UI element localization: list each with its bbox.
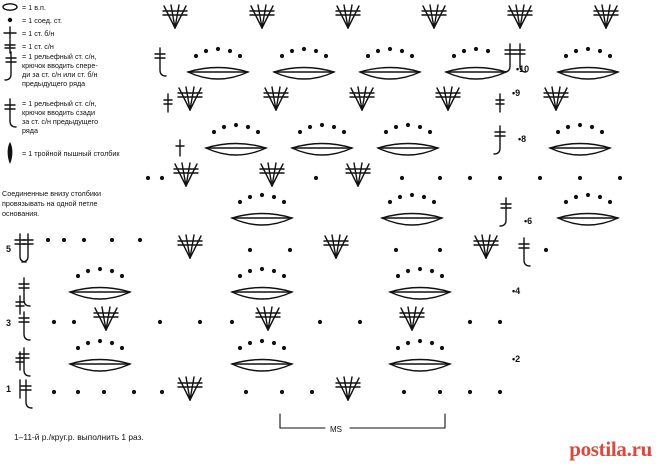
legend-label-dc: = 1 ст. с/н <box>22 42 54 51</box>
legend-symbol-slip <box>8 18 12 22</box>
chart-row-10 <box>155 44 618 79</box>
shell-group <box>232 339 292 371</box>
legend-label-chain: = 1 в.п. <box>22 3 46 12</box>
row-label-8: •8 <box>518 134 527 144</box>
legend-label-back-post-2: крючок вводить сзади <box>22 108 95 117</box>
row-label-9: •9 <box>512 88 521 98</box>
repeat-label: MS <box>330 425 342 434</box>
legend-symbol-back-post <box>5 99 16 127</box>
legend-note-line3: основания. <box>2 209 40 218</box>
legend-label-sc: = 1 ст. б/н <box>22 29 55 38</box>
shell-group <box>232 267 292 299</box>
watermark-tld: ru <box>631 437 652 461</box>
chart-row-5b <box>15 234 548 266</box>
shell-group <box>390 267 450 299</box>
shell-group <box>206 123 266 155</box>
shell-group <box>292 123 352 155</box>
shell-group <box>188 47 248 79</box>
shell-group <box>70 267 130 299</box>
legend-note-line1: Соединенные внизу столбики <box>2 189 102 198</box>
legend-label-back-post-1: = 1 рельефный ст. с/н, <box>22 99 97 108</box>
chart-row-2 <box>19 339 450 376</box>
shell-group <box>274 47 334 79</box>
row-label-2: •2 <box>512 354 521 364</box>
row-label-3: 3 <box>6 318 12 328</box>
shell-group <box>378 123 438 155</box>
legend-symbol-puff <box>8 142 13 164</box>
row-label-4: •4 <box>512 286 521 296</box>
legend-label-back-post-3: за ст. с/н предыдущего <box>22 117 99 126</box>
legend-label-front-post-1: = 1 рельефный ст. с/н, <box>22 52 97 61</box>
legend-symbol-chain <box>3 4 17 10</box>
shell-group <box>360 47 420 79</box>
watermark-main: postila <box>569 437 627 461</box>
row-label-6: •6 <box>524 216 533 226</box>
chart-row-4 <box>19 267 450 306</box>
shell-group <box>550 123 610 155</box>
legend-label-front-post-4: предыдущего ряда <box>22 79 86 88</box>
legend-label-puff: = 1 тройной пышный столбик <box>22 149 120 158</box>
repeat-bracket <box>280 414 445 434</box>
legend-label-front-post-2: крючок вводить спере- <box>22 61 98 70</box>
chart-row-7 <box>146 163 622 186</box>
shell-group <box>446 47 506 79</box>
legend-label-front-post-3: ди за ст. с/н или ст. б/н <box>22 70 98 79</box>
row-label-1: 1 <box>6 384 12 394</box>
chart-row-11 <box>163 5 618 28</box>
legend-symbol-sc <box>4 27 16 39</box>
legend-label-slip: = 1 соед. ст. <box>22 16 62 25</box>
chart-row-8 <box>176 123 610 156</box>
legend-label-back-post-4: ряда <box>22 126 38 135</box>
chart-row-9 <box>164 87 568 112</box>
chart-row-1 <box>20 377 502 408</box>
shell-group <box>558 193 618 225</box>
legend-block <box>2 3 120 218</box>
shell-group <box>232 193 292 225</box>
shell-group <box>70 339 130 371</box>
chart-body <box>15 5 622 408</box>
legend-symbol-dc <box>5 40 15 53</box>
chart-row-6 <box>232 193 618 226</box>
row-label-10: •10 <box>516 64 530 74</box>
legend-symbol-front-post <box>5 52 16 80</box>
shell-group <box>390 339 450 371</box>
watermark-dot: . <box>626 437 632 461</box>
watermark <box>569 437 652 462</box>
shell-group <box>382 193 442 225</box>
chart-row-3 <box>19 307 502 340</box>
shell-group <box>558 47 618 79</box>
row-label-5: 5 <box>6 244 12 254</box>
legend-note-line2: провязывать на одной петле <box>2 199 98 208</box>
chart-caption: 1–11-й р./круг.р. выполнить 1 раз. <box>14 432 144 442</box>
left-edge-bars <box>16 296 24 370</box>
